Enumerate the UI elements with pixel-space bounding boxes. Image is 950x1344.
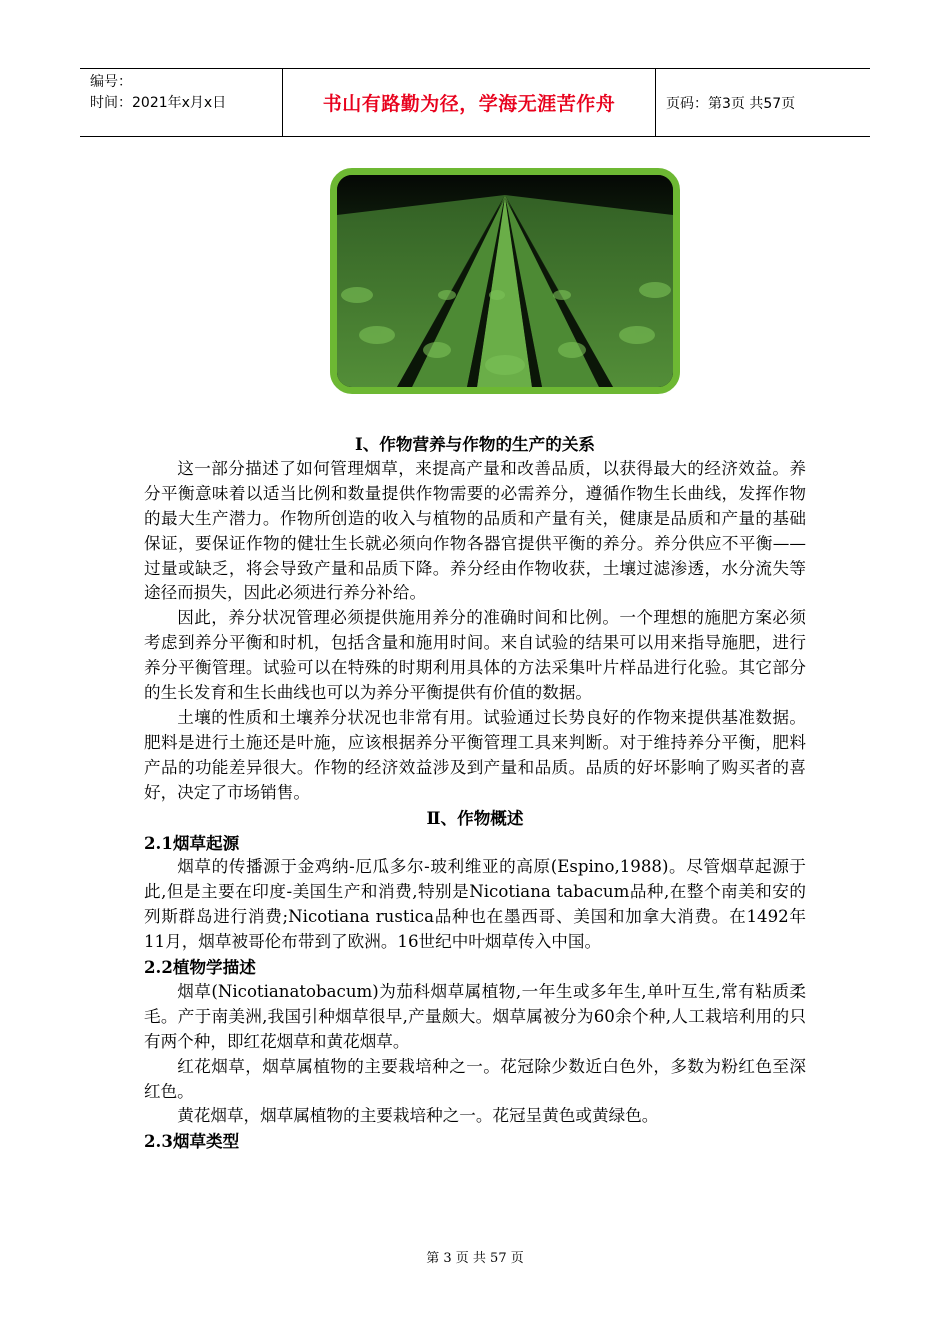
section-1-paragraph-2: 因此，养分状况管理必须提供施用养分的准确时间和比例。一个理想的施肥方案必须考虑到养分平衡和时机，包括含量和施用时间。来自试验的结果可以用来指导施肥，进行养分平衡管理。试验可以在特殊的时期利用具体的方法采集叶片样品进行化验。其它部分的生长发育和生长曲线也可以为养分平衡提供有价值的数据。 bbox=[144, 608, 806, 703]
section-1-paragraph-3: 土壤的性质和土壤养分状况也非常有用。试验通过长势良好的作物来提供基准数据。肥料是进行土施还是叶施，应该根据养分平衡管理工具来判断。对于维持养分平衡，肥料产品的功能差异很大。作物的经济效益涉及到产量和品质。品质的好坏影响了购买者的喜好，决定了市场销售。 bbox=[144, 707, 806, 802]
document-number-label: 编号： bbox=[90, 74, 132, 90]
header-page-info: 页码：第3页 共57页 bbox=[666, 95, 796, 112]
document-body bbox=[144, 432, 806, 1154]
tobacco-field-illustration bbox=[337, 175, 673, 387]
subsection-2-3-title: 2.3烟草类型 bbox=[144, 1131, 240, 1152]
section-1-paragraph-1: 这一部分描述了如何管理烟草，来提高产量和改善品质，以获得最大的经济效益。养分平衡意味着以适当比例和数量提供作物需要的必需养分，遵循作物生长曲线，发挥作物的最大生产潜力。作物所创造的收入与植物的品质和产量有关，健康是品质和产量的基础保证，要保证作物的健壮生长就必须向作物各器官提供平衡的养分。养分供应不平衡——过量或缺乏，将会导致产量和品质下降。养分经由作物收获，土壤过滤渗透，水分流失等途径而损失，因此必须进行养分补给。 bbox=[144, 458, 806, 603]
subsection-2-2-paragraph-2: 红花烟草，烟草属植物的主要栽培种之一。花冠除少数近白色外，多数为粉红色至深红色。 bbox=[144, 1056, 806, 1101]
subsection-2-2-paragraph-3: 黄花烟草，烟草属植物的主要栽培种之一。花冠呈黄色或黄绿色。 bbox=[177, 1106, 659, 1126]
subsection-2-2-paragraph-1: 烟草(Nicotianatobacum)为茄科烟草属植物,一年生或多年生,单叶互生,常有粘质柔毛。产于南美洲,我国引种烟草很早,产量颇大。烟草属被分为60余个种,人工栽培利用的只有两个种，即红花烟草和黄花烟草。 bbox=[144, 981, 806, 1051]
section-1-title: Ⅰ、作物营养与作物的生产的关系 bbox=[354, 434, 596, 454]
subsection-2-2-title: 2.2植物学描述 bbox=[144, 957, 256, 978]
subsection-2-1-title: 2.1烟草起源 bbox=[144, 832, 240, 853]
section-2-title: Ⅱ、作物概述 bbox=[426, 807, 524, 828]
page-header bbox=[80, 68, 870, 137]
header-meta bbox=[80, 69, 282, 136]
subsection-2-1-paragraph: 烟草的传播源于金鸡纳-厄瓜多尔-玻利维亚的高原(Espino,1988)。尽管烟草起源于此,但是主要在印度-美国生产和消费,特别是Nicotiana tabacum品种,在整个南美和安的列斯群岛进行消费;Nicotiana rustica品种也在墨西哥、美国和加拿大消费。在1492年11月，烟草被哥伦布带到了欧洲。16世纪中叶烟草传入中国。 bbox=[144, 857, 806, 952]
page-footer: 第 3 页 共 57 页 bbox=[426, 1251, 524, 1266]
header-motto: 书山有路勤为径，学海无涯苦作舟 bbox=[282, 69, 656, 136]
tobacco-field-photo bbox=[330, 168, 680, 394]
document-date: 时间：2021年x月x日 bbox=[90, 95, 227, 111]
